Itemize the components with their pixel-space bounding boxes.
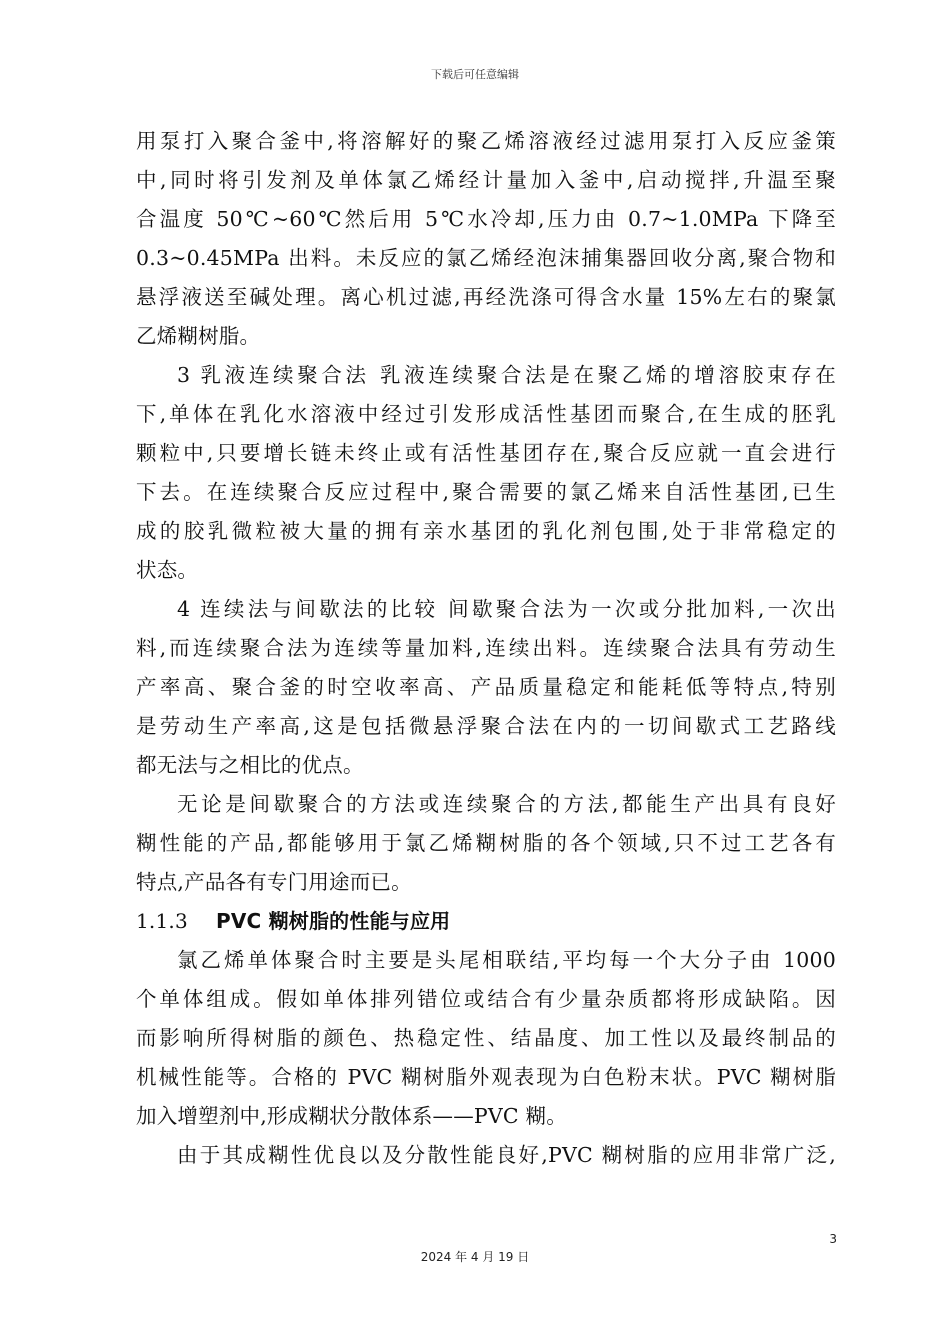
text-line: 中,同时将引发剂及单体氯乙烯经计量加入釜中,启动搅拌,升温至聚 (136, 168, 836, 192)
text-line: 3 乳液连续聚合法 乳液连续聚合法是在聚乙烯的增溶胶束存在 (177, 363, 836, 387)
text-line: 氯乙烯单体聚合时主要是头尾相联结,平均每一个大分子由 1000 (177, 948, 836, 972)
text-line: 都无法与之相比的优点。 (136, 753, 364, 777)
section-number: 1.1.3 (136, 909, 188, 933)
text-line: 加入增塑剂中,形成糊状分散体系——PVC 糊。 (136, 1104, 567, 1128)
text-line: 下去。在连续聚合反应过程中,聚合需要的氯乙烯来自活性基团,已生 (136, 480, 836, 504)
text-line: 状态。 (136, 558, 199, 582)
text-line: 颗粒中,只要增长链未终止或有活性基团存在,聚合反应就一直会进行 (136, 441, 836, 465)
paragraph (136, 941, 836, 1136)
paragraph (136, 590, 836, 785)
text-line: 合温度 50℃~60℃然后用 5℃水冷却,压力由 0.7~1.0MPa 下降至 (136, 207, 836, 231)
text-line: 下,单体在乳化水溶液中经过引发形成活性基团而聚合,在生成的胚乳 (136, 402, 836, 426)
paragraph (136, 785, 836, 902)
text-line: 产率高、聚合釜的时空收率高、产品质量稳定和能耗低等特点,特别 (136, 675, 836, 699)
paragraph (136, 1136, 836, 1175)
text-line: 0.3~0.45MPa 出料。未反应的氯乙烯经泡沫捕集器回收分离,聚合物和 (136, 246, 836, 270)
paragraph (136, 122, 836, 356)
page-header: 下载后可任意编辑 (431, 68, 519, 81)
text-line: 悬浮液送至碱处理。离心机过滤,再经洗涤可得含水量 15%左右的聚氯 (136, 285, 836, 309)
text-line: 机械性能等。合格的 PVC 糊树脂外观表现为白色粉末状。PVC 糊树脂 (136, 1065, 836, 1089)
section-title: PVC 糊树脂的性能与应用 (216, 909, 451, 933)
text-line: 料,而连续聚合法为连续等量加料,连续出料。连续聚合法具有劳动生 (136, 636, 836, 660)
document-body (136, 122, 836, 1175)
page-footer-date: 2024 年 4 月 19 日 (420, 1250, 530, 1264)
paragraph (136, 356, 836, 590)
text-line: 是劳动生产率高,这是包括微悬浮聚合法在内的一切间歇式工艺路线 (136, 714, 836, 738)
text-line: 特点,产品各有专门用途而已。 (136, 870, 412, 894)
text-line: 而影响所得树脂的颜色、热稳定性、结晶度、加工性以及最终制品的 (136, 1026, 836, 1050)
text-line: 由于其成糊性优良以及分散性能良好,PVC 糊树脂的应用非常广泛, (177, 1143, 836, 1167)
text-line: 糊性能的产品,都能够用于氯乙烯糊树脂的各个领域,只不过工艺各有 (136, 831, 836, 855)
text-line: 用泵打入聚合釜中,将溶解好的聚乙烯溶液经过滤用泵打入反应釜策 (136, 129, 836, 153)
text-line: 无论是间歇聚合的方法或连续聚合的方法,都能生产出具有良好 (177, 792, 836, 816)
text-line: 4 连续法与间歇法的比较 间歇聚合法为一次或分批加料,一次出 (177, 597, 836, 621)
section-heading (136, 902, 836, 941)
text-line: 乙烯糊树脂。 (136, 324, 261, 348)
text-line: 个单体组成。假如单体排列错位或结合有少量杂质都将形成缺陷。因 (136, 987, 836, 1011)
page-number: 3 (829, 1232, 837, 1246)
text-line: 成的胶乳微粒被大量的拥有亲水基团的乳化剂包围,处于非常稳定的 (136, 519, 836, 543)
